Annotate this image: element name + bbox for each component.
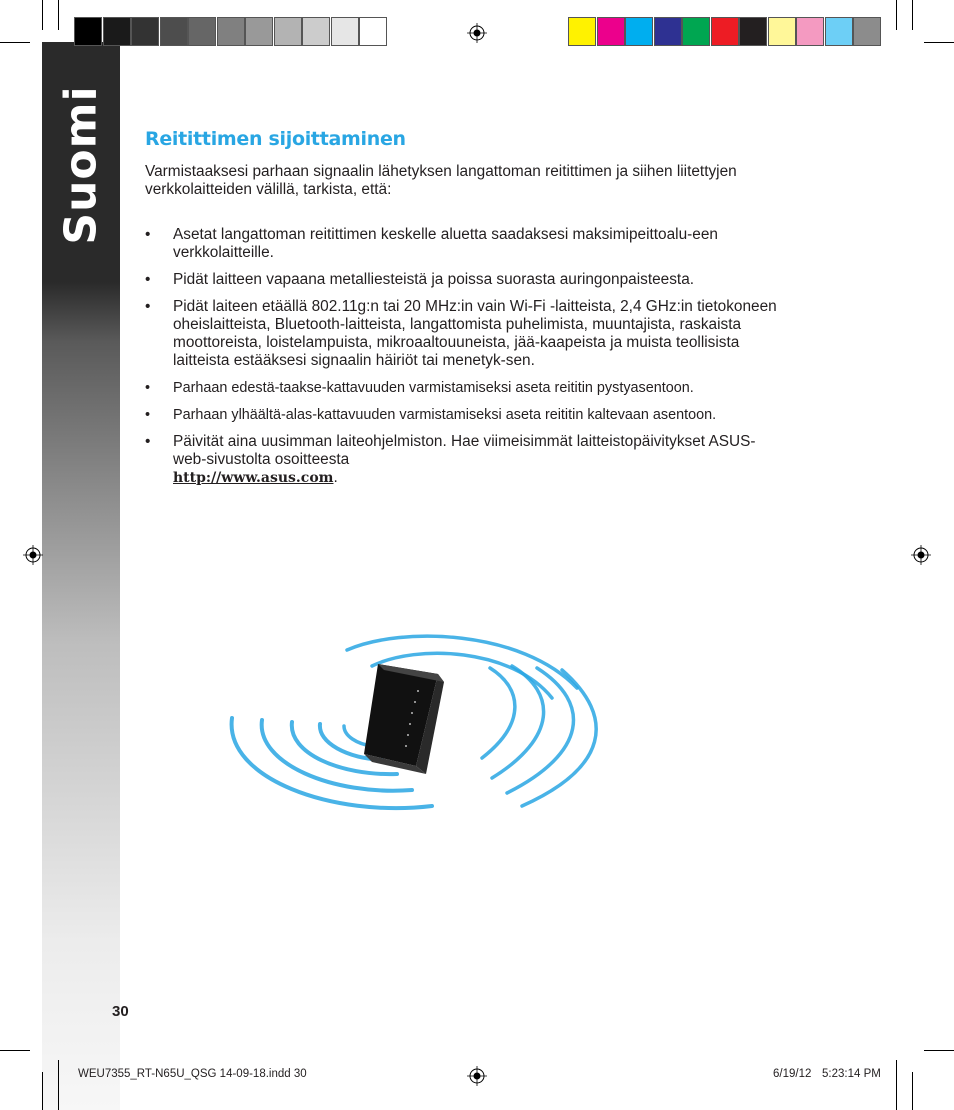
- color-swatch: [245, 17, 273, 46]
- registration-mark-icon: [467, 1066, 487, 1086]
- list-item: [145, 226, 785, 262]
- list-item-text-end: .: [333, 469, 338, 486]
- list-item: [145, 271, 785, 289]
- color-swatch: [853, 17, 881, 46]
- list-item-text: Asetat langattoman reitittimen keskelle aluetta saadaksesi maksimipeittoalu-een verkkolaitteille.: [173, 226, 718, 261]
- router-placement-illustration: [222, 628, 604, 814]
- color-swatch: [217, 17, 245, 46]
- list-item: [145, 433, 785, 487]
- language-tab: [42, 42, 120, 287]
- list-item-text: Päivität aina uusimman laiteohjelmiston. Hae viimeisimmät laitteistopäivitykset ASUS-web-sivustolta osoitteesta: [173, 433, 756, 468]
- list-item-text: Parhaan ylhäältä-alas-kattavuuden varmistamiseksi aseta reititin kaltevaan asentoon.: [173, 407, 717, 423]
- slug-date: 6/19/12: [773, 1068, 812, 1080]
- color-swatch: [597, 17, 625, 46]
- crop-mark: [912, 1072, 913, 1110]
- crop-mark: [42, 1072, 43, 1110]
- crop-mark: [924, 1050, 954, 1051]
- color-swatch: [274, 17, 302, 46]
- registration-mark-icon: [911, 545, 931, 565]
- color-swatch: [568, 17, 596, 46]
- crop-mark: [0, 1050, 30, 1051]
- registration-mark-icon: [467, 23, 487, 43]
- list-item-text: Pidät laitteen vapaana metalliesteistä ja poissa suorasta auringonpaisteesta.: [173, 271, 695, 288]
- color-swatch: [359, 17, 387, 46]
- bullet-marker: •: [145, 380, 151, 396]
- crop-mark: [0, 42, 30, 43]
- bullet-marker: •: [145, 298, 151, 315]
- slug-time: 5:23:14 PM: [822, 1068, 881, 1080]
- crop-mark: [912, 0, 913, 30]
- color-swatch: [331, 17, 359, 46]
- list-item-text: Pidät laiteen etäällä 802.11g:n tai 20 MHz:in vain Wi-Fi -laitteista, 2,4 GHz:in tietokoneen oheislaitteista, Bluetooth-laitteista, langattomista puhelimista, muuntajista, raskaista moottoreista, loistelampuista, mikroaaltouuneista, jää-kaapeista ja muista teollisista laitteista estääksesi signaalin häiriöt tai menetyk-sen.: [173, 298, 777, 369]
- bullet-marker: •: [145, 226, 151, 243]
- color-swatch: [160, 17, 188, 46]
- color-swatch: [302, 17, 330, 46]
- crop-mark: [58, 1060, 59, 1110]
- crop-mark: [924, 42, 954, 43]
- color-swatch: [739, 17, 767, 46]
- color-swatch: [654, 17, 682, 46]
- crop-mark: [42, 0, 43, 30]
- router-icon: [364, 664, 444, 774]
- color-swatch: [825, 17, 853, 46]
- crop-mark: [58, 0, 59, 30]
- list-item: [145, 298, 785, 370]
- list-item-text: Parhaan edestä-taakse-kattavuuden varmistamiseksi aseta reititin pystyasentoon.: [173, 380, 694, 396]
- bullet-marker: •: [145, 407, 151, 423]
- language-tab-label: Suomi: [55, 84, 107, 245]
- color-swatch: [103, 17, 131, 46]
- color-swatch: [768, 17, 796, 46]
- color-swatch: [796, 17, 824, 46]
- asus-website-link[interactable]: http://www.asus.com: [173, 470, 334, 486]
- intro-paragraph: Varmistaaksesi parhaan signaalin lähetyksen langattoman reitittimen ja siihen liitettyjen verkkolaitteiden välillä, tarkista, että:: [145, 163, 737, 198]
- registration-mark-icon: [23, 545, 43, 565]
- color-swatch: [131, 17, 159, 46]
- slug-filename: WEU7355_RT-N65U_QSG 14-09-18.indd 30: [78, 1068, 307, 1080]
- color-swatch: [74, 17, 102, 46]
- page-number: 30: [112, 1003, 129, 1020]
- color-swatch: [711, 17, 739, 46]
- color-swatch: [682, 17, 710, 46]
- section-heading: Reitittimen sijoittaminen: [145, 128, 406, 150]
- crop-mark: [896, 1060, 897, 1110]
- bullet-marker: •: [145, 433, 151, 450]
- color-swatch: [188, 17, 216, 46]
- bullet-list: [145, 226, 785, 496]
- color-swatch: [625, 17, 653, 46]
- bullet-marker: •: [145, 271, 151, 288]
- list-item: [145, 379, 785, 397]
- crop-mark: [896, 0, 897, 30]
- list-item: [145, 406, 785, 424]
